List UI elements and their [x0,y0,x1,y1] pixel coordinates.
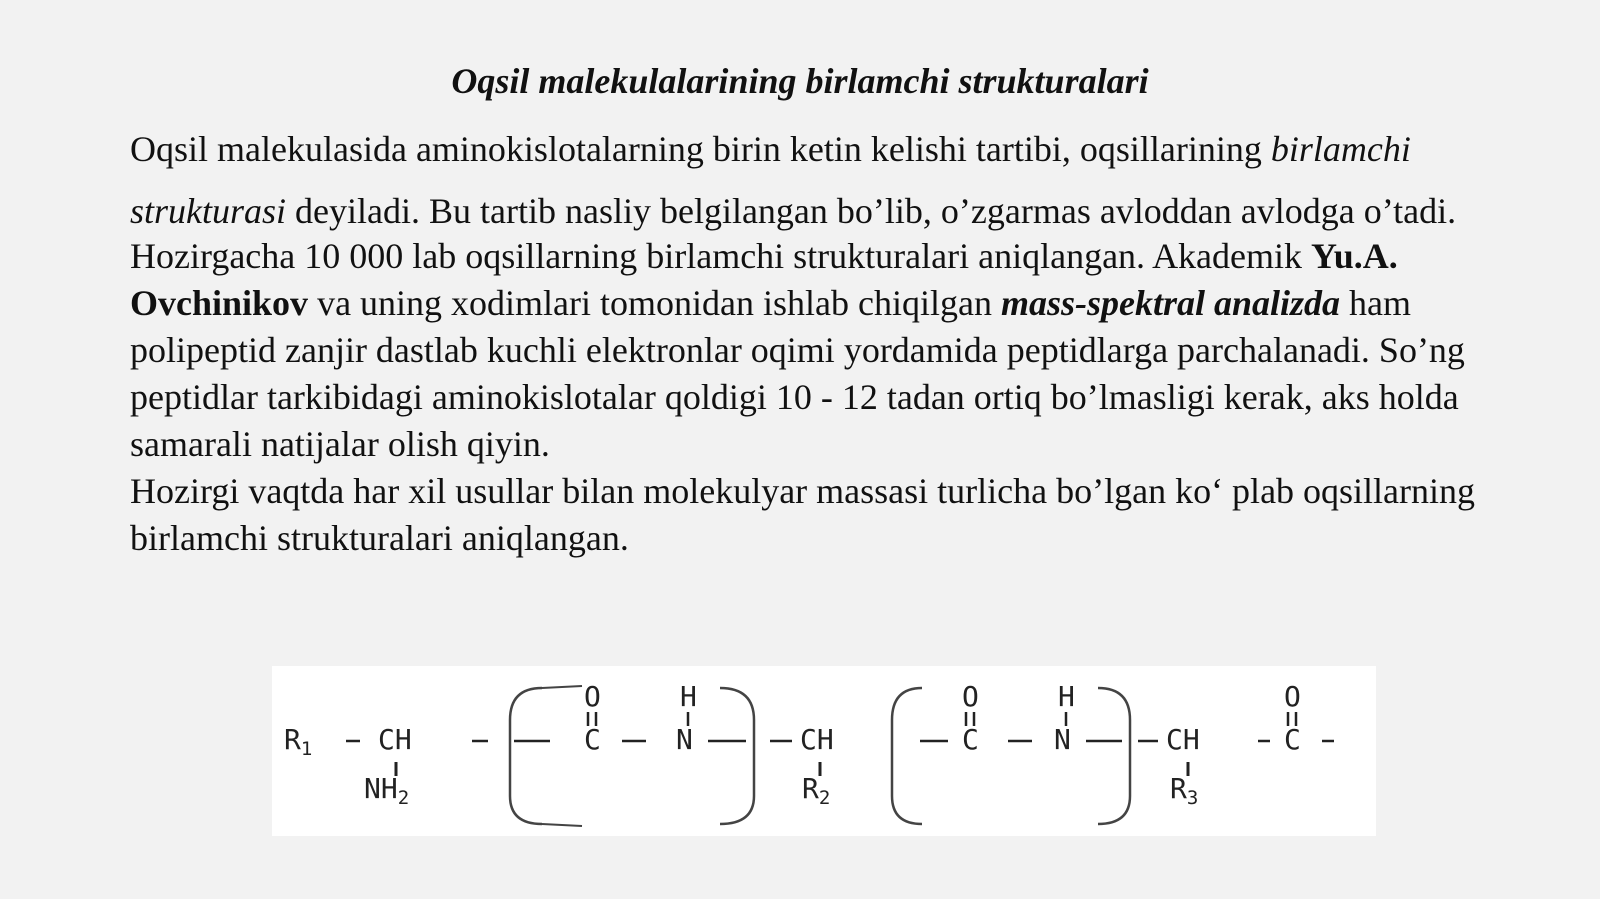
term-primary-structure: birlamchi strukturasi [130,129,1411,231]
o-atom-3: O [1284,680,1301,713]
bracket-bottom-1 [542,824,582,826]
peptide-formula-image [272,666,1376,836]
paragraph-methods [130,233,1500,468]
paragraph-definition-text-2: deyiladi. Bu tartib nasliy belgilangan bo’lib, o’zgarmas avloddan avlodga o’tadi. [286,191,1457,231]
scientist-name: Yu.A. Ovchinikov [130,236,1398,323]
ch-alpha-2: CH [800,723,834,756]
o-atom-1: O [584,680,601,713]
ch-alpha-1: CH [378,723,412,756]
r1-group: $R_1$ [284,723,313,760]
c-atom-3: C [1284,723,1301,756]
bracket-left-2 [892,688,922,824]
bracket-right-1 [720,688,754,824]
paragraph-definition [130,118,1500,242]
slide-title: Oqsil malekulalarining birlamchi strukturalari [451,61,1149,101]
peptide-formula-diagram [272,666,1376,836]
n-atom-2: N [1054,723,1071,756]
h-atom-2: H [1058,680,1075,713]
ch-alpha-3: CH [1166,723,1200,756]
c-atom-2: C [962,723,979,756]
n-atom-1: N [676,723,693,756]
c-atom-1: C [584,723,601,756]
paragraph-current: Hozirgi vaqtda har xil usullar bilan molekulyar massasi turlicha bo’lgan ko‘ plab oqsillarning birlamchi strukturalari aniqlangan. [130,471,1476,558]
r3-group: $R_3$ [1170,772,1199,809]
r2-group: $R_2$ [802,772,831,809]
bracket-top-1 [542,686,582,688]
slide-body [130,118,1500,562]
method-name: mass-spektral analizda [1000,283,1341,323]
bracket-left-1 [510,688,542,824]
h-atom-1: H [680,680,697,713]
nh2-group: $NH_2$ [364,772,410,809]
paragraph-methods-text-3: ham polipeptid zanjir dastlab kuchli elektronlar oqimi yordamida peptidlarga parchalanadi. So’ng peptidlar tarkibidagi aminokislotalar qoldigi 10 - 12 tadan ortiq bo’lmasligi kerak, aks holda samarali natijalar olish qiyin. [130,283,1465,464]
paragraph-methods-text-2: va uning xodimlari tomonidan ishlab chiqilgan [308,283,1001,323]
paragraph-methods-text-1: Hozirgacha 10 000 lab oqsillarning birlamchi strukturalari aniqlangan. Akademik [130,236,1312,276]
paragraph-definition-text-1: Oqsil malekulasida aminokislotalarning birin ketin kelishi tartibi, oqsillarining [130,129,1271,169]
o-atom-2: O [962,680,979,713]
bracket-right-2 [1098,688,1130,824]
